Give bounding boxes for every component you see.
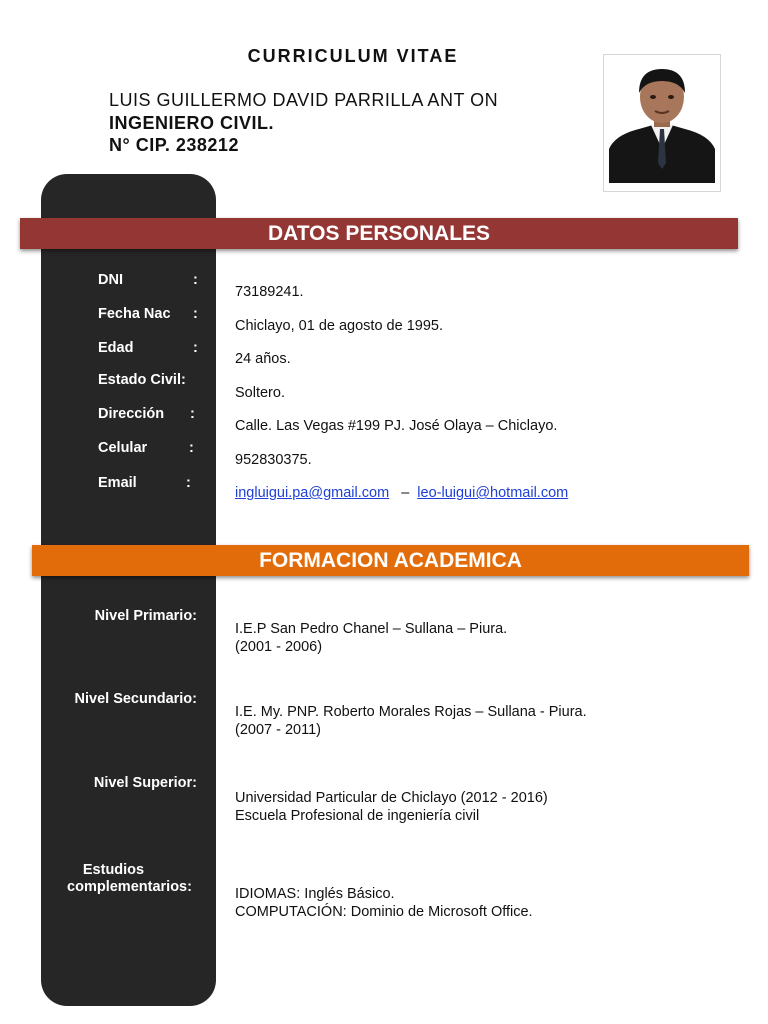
profile-photo [603,54,721,192]
value-fecha-nac: Chiclayo, 01 de agosto de 1995. [235,318,443,334]
colon: : [186,475,191,491]
colon: : [193,272,198,288]
email-separator: – [401,485,410,501]
full-name: LUIS GUILLERMO DAVID PARRILLA ANT ON [109,90,499,110]
label-celular: Celular [98,440,148,456]
value-nivel-secundario [235,703,587,739]
institution-primario: I.E.P San Pedro Chanel – Sullana – Piura. [235,621,508,637]
label-nivel-superior: Nivel Superior: [93,775,197,791]
value-edad: 24 años. [235,351,291,367]
school-superior: Escuela Profesional de ingeniería civil [235,808,480,824]
value-nivel-primario [235,620,507,656]
label-nivel-primario: Nivel Primario: [94,608,197,624]
profession: INGENIERO CIVIL. [109,113,275,133]
value-direccion: Calle. Las Vegas #199 PJ. José Olaya – Chiclayo. [235,418,558,434]
label-line-estudios: Estudios [82,862,145,878]
label-estado-civil: Estado Civil: [98,372,186,388]
section-heading-datos-personales: DATOS PERSONALES [20,218,738,249]
label-estudios-complementarios [42,862,215,896]
value-email [235,485,568,501]
label-dni: DNI [98,272,123,288]
email-link-gmail[interactable]: ingluigui.pa@gmail.com [235,485,390,501]
institution-superior: Universidad Particular de Chiclayo (2012 - 2016) [235,790,548,806]
label-fecha-nac: Fecha Nac [98,306,171,322]
idiomas: IDIOMAS: Inglés Básico. [235,886,395,902]
cip-number: N° CIP. 238212 [109,135,239,155]
colon: : [189,440,194,456]
colon: : [193,306,198,322]
label-email: Email [98,475,137,491]
label-edad: Edad [98,340,134,356]
colon: : [193,340,198,356]
value-nivel-superior [235,789,548,825]
value-dni: 73189241. [235,284,304,300]
email-link-hotmail[interactable]: leo-luigui@hotmail.com [417,485,569,501]
value-estudios-complementarios [235,885,533,921]
years-secundario: (2007 - 2011) [235,722,321,738]
person-photo-icon [609,63,715,183]
value-celular: 952830375. [235,452,312,468]
label-line-complementarios: complementarios: [67,879,192,895]
computacion: COMPUTACIÓN: Dominio de Microsoft Office. [235,904,533,920]
label-nivel-secundario: Nivel Secundario: [74,691,197,707]
years-primario: (2001 - 2006) [235,639,323,655]
section-heading-formacion-academica: FORMACION ACADEMICA [32,545,749,576]
value-estado-civil: Soltero. [235,385,285,401]
cv-title: CURRICULUM VITAE [247,46,459,66]
label-direccion: Dirección [98,406,165,422]
colon: : [190,406,195,422]
institution-secundario: I.E. My. PNP. Roberto Morales Rojas – Sullana - Piura. [235,704,587,720]
